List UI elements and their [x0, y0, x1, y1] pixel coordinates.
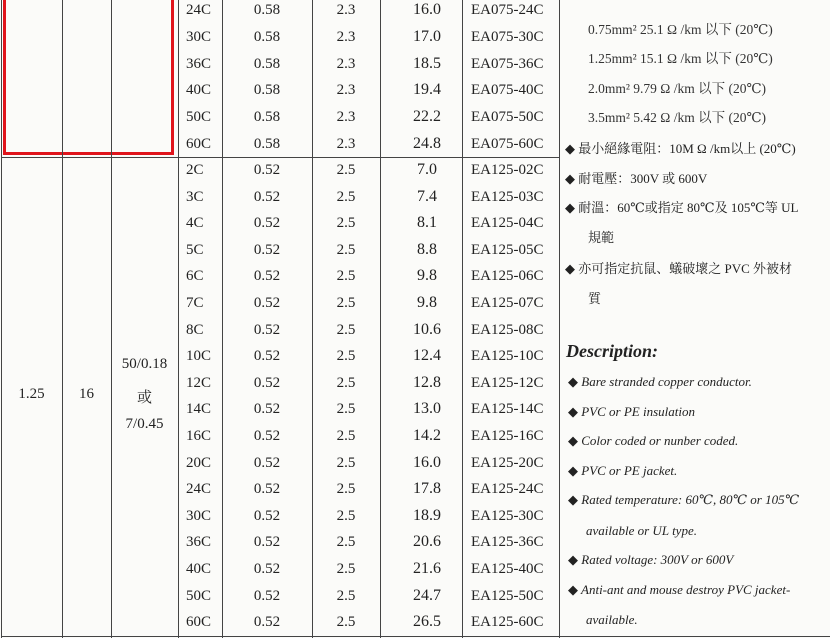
cell-weight: 24.8: [413, 135, 441, 152]
column-divider: [111, 0, 112, 638]
cell-insulation: 0.52: [253, 189, 281, 205]
cell-code: EA125-12C: [471, 375, 544, 391]
cell-code: EA125-30C: [471, 508, 544, 524]
cell-code: EA125-04C: [471, 215, 544, 231]
cell-cores: 36C: [186, 534, 212, 550]
cell-insulation: 0.52: [253, 375, 281, 391]
diamond-icon: ◆: [565, 171, 575, 186]
description-item: ◆ Rated voltage: 300V or 600V: [568, 552, 734, 567]
highlight-box: [3, 0, 174, 155]
cell-od: 2.5: [336, 162, 356, 178]
cell-code: EA125-03C: [471, 189, 544, 205]
column-divider: [62, 0, 63, 638]
diamond-icon: ◆: [568, 404, 578, 419]
cell-weight: 18.9: [413, 507, 441, 524]
cell-weight: 12.8: [413, 374, 441, 391]
spec-bullet: ◆ 亦可指定抗鼠、蟻破壞之 PVC 外被材: [565, 261, 793, 276]
cell-od: 2.5: [336, 295, 356, 311]
cell-od: 2.3: [336, 109, 356, 125]
cell-code: EA125-07C: [471, 295, 544, 311]
description-item: ◆ PVC or PE jacket.: [568, 463, 678, 478]
cell-code: EA125-50C: [471, 588, 544, 604]
cell-cores: 12C: [186, 375, 212, 391]
cell-code: EA075-40C: [471, 82, 544, 98]
description-heading: Description:: [566, 341, 658, 361]
cell-cores: 5C: [186, 242, 204, 258]
cell-insulation: 0.52: [253, 348, 281, 364]
cell-code: EA075-24C: [471, 2, 544, 18]
cell-insulation: 0.52: [253, 242, 281, 258]
cell-code: EA075-50C: [471, 109, 544, 125]
cell-weight: 18.5: [413, 55, 441, 72]
spec-bullet: ◆ 耐電壓：300V 或 600V: [565, 171, 708, 186]
cell-od: 2.5: [336, 561, 356, 577]
cell-od: 2.5: [336, 614, 356, 630]
cell-cores: 8C: [186, 322, 204, 338]
cell-weight: 8.8: [417, 241, 437, 258]
cell-cores: 24C: [186, 481, 212, 497]
cell-weight: 19.4: [413, 81, 441, 98]
cell-insulation: 0.52: [253, 162, 281, 178]
cell-code: EA075-36C: [471, 56, 544, 72]
cell-weight: 12.4: [413, 347, 441, 364]
cell-code: EA075-60C: [471, 136, 544, 152]
description-item: ◆ Color coded or nunber coded.: [568, 433, 739, 448]
cell-cores: 50C: [186, 588, 212, 604]
cell-code: EA125-02C: [471, 162, 544, 178]
column-divider: [178, 0, 179, 638]
diamond-icon: ◆: [568, 492, 578, 507]
column-divider: [380, 0, 381, 638]
cell-weight: 7.4: [417, 188, 437, 205]
cell-awg: 16: [79, 386, 94, 402]
cell-conductor-size: 1.25: [18, 386, 45, 402]
cell-insulation: 0.52: [253, 322, 281, 338]
cell-cores: 3C: [186, 189, 204, 205]
cell-cores: 40C: [186, 82, 212, 98]
table-border-bottom: [1, 636, 830, 637]
diamond-icon: ◆: [565, 141, 575, 156]
diamond-icon: ◆: [568, 582, 578, 597]
cell-weight: 13.0: [413, 400, 441, 417]
cell-weight: 7.0: [417, 161, 437, 178]
cell-weight: 16.0: [413, 454, 441, 471]
resistance-line: 1.25mm² 15.1 Ω /km 以下 (20℃): [588, 51, 773, 66]
cell-code: EA075-30C: [471, 29, 544, 45]
cell-insulation: 0.58: [253, 29, 281, 45]
cell-weight: 16.0: [413, 1, 441, 18]
cell-insulation: 0.52: [253, 614, 281, 630]
cell-weight: 22.2: [413, 108, 441, 125]
spec-bullet: ◆ 耐溫：60℃或指定 80℃及 105℃等 UL: [565, 200, 799, 215]
cell-od: 2.5: [336, 508, 356, 524]
cell-cores: 6C: [186, 268, 204, 284]
cell-od: 2.5: [336, 455, 356, 471]
cell-code: EA125-16C: [471, 428, 544, 444]
cell-code: EA125-14C: [471, 401, 544, 417]
description-item: ◆ Bare stranded copper conductor.: [568, 374, 752, 389]
cell-weight: 17.8: [413, 480, 441, 497]
cell-weight: 17.0: [413, 28, 441, 45]
cell-strand-2: 或: [136, 390, 152, 406]
cell-od: 2.5: [336, 268, 356, 284]
cell-weight: 14.2: [413, 427, 441, 444]
cell-insulation: 0.52: [253, 561, 281, 577]
cell-od: 2.5: [336, 534, 356, 550]
cell-weight: 26.5: [413, 613, 441, 630]
resistance-line: 0.75mm² 25.1 Ω /km 以下 (20℃): [588, 22, 773, 37]
cell-cores: 30C: [186, 508, 212, 524]
description-item-continuation: available or UL type.: [586, 523, 697, 538]
cell-insulation: 0.52: [253, 534, 281, 550]
cell-cores: 30C: [186, 29, 212, 45]
cell-code: EA125-05C: [471, 242, 544, 258]
cell-insulation: 0.52: [253, 481, 281, 497]
spec-bullet-continuation: 質: [588, 291, 602, 306]
cell-strand-1: 50/0.18: [121, 356, 168, 372]
table-border-left: [1, 0, 2, 638]
cell-od: 2.3: [336, 2, 356, 18]
cell-insulation: 0.52: [253, 295, 281, 311]
cell-weight: 10.6: [413, 321, 441, 338]
cell-code: EA125-20C: [471, 455, 544, 471]
cell-od: 2.5: [336, 242, 356, 258]
cell-code: EA125-40C: [471, 561, 544, 577]
diamond-icon: ◆: [568, 433, 578, 448]
cell-od: 2.5: [336, 215, 356, 231]
cell-od: 2.5: [336, 588, 356, 604]
description-item: ◆ PVC or PE insulation: [568, 404, 695, 419]
column-divider: [462, 0, 463, 638]
cell-code: EA125-06C: [471, 268, 544, 284]
cell-insulation: 0.52: [253, 401, 281, 417]
cell-od: 2.3: [336, 56, 356, 72]
cell-weight: 21.6: [413, 560, 441, 577]
diamond-icon: ◆: [565, 261, 575, 276]
cell-code: EA125-60C: [471, 614, 544, 630]
cell-weight: 24.7: [413, 587, 441, 604]
cell-insulation: 0.58: [253, 109, 281, 125]
cell-weight: 9.8: [417, 267, 437, 284]
description-item-continuation: available.: [586, 612, 638, 627]
spec-bullet-continuation: 規範: [588, 230, 615, 245]
diamond-icon: ◆: [568, 463, 578, 478]
cell-insulation: 0.52: [253, 588, 281, 604]
diamond-icon: ◆: [565, 200, 575, 215]
description-item: ◆ Anti-ant and mouse destroy PVC jacket-: [568, 582, 791, 597]
cell-od: 2.5: [336, 189, 356, 205]
cell-weight: 20.6: [413, 533, 441, 550]
cell-code: EA125-36C: [471, 534, 544, 550]
cell-cores: 20C: [186, 455, 212, 471]
cell-insulation: 0.58: [253, 82, 281, 98]
cell-od: 2.5: [336, 481, 356, 497]
cell-cores: 24C: [186, 2, 212, 18]
cell-cores: 60C: [186, 136, 212, 152]
cell-insulation: 0.52: [253, 268, 281, 284]
cell-cores: 40C: [186, 561, 212, 577]
cell-cores: 14C: [186, 401, 212, 417]
description-item: ◆ Rated temperature: 60℃, 80℃ or 105℃: [568, 492, 800, 507]
diamond-icon: ◆: [568, 374, 578, 389]
cell-cores: 10C: [186, 348, 212, 364]
cell-insulation: 0.52: [253, 508, 281, 524]
cell-insulation: 0.58: [253, 136, 281, 152]
cell-cores: 16C: [186, 428, 212, 444]
cell-weight: 8.1: [417, 214, 437, 231]
cell-od: 2.3: [336, 136, 356, 152]
cell-weight: 9.8: [417, 294, 437, 311]
diamond-icon: ◆: [568, 552, 578, 567]
cell-od: 2.5: [336, 375, 356, 391]
cell-code: EA125-10C: [471, 348, 544, 364]
cell-insulation: 0.58: [253, 2, 281, 18]
cell-cores: 50C: [186, 109, 212, 125]
spec-bullet: ◆ 最小絕緣電阻：10M Ω /km以上 (20℃): [565, 141, 796, 156]
cell-insulation: 0.52: [253, 455, 281, 471]
resistance-line: 3.5mm² 5.42 Ω /km 以下 (20℃): [588, 110, 767, 125]
cell-insulation: 0.52: [253, 428, 281, 444]
cell-insulation: 0.58: [253, 56, 281, 72]
cell-insulation: 0.52: [253, 215, 281, 231]
cell-cores: 2C: [186, 162, 204, 178]
cell-od: 2.5: [336, 322, 356, 338]
cell-od: 2.5: [336, 348, 356, 364]
cell-cores: 60C: [186, 614, 212, 630]
cell-code: EA125-08C: [471, 322, 544, 338]
cell-od: 2.5: [336, 401, 356, 417]
resistance-line: 2.0mm² 9.79 Ω /km 以下 (20℃): [588, 81, 767, 96]
cell-od: 2.5: [336, 428, 356, 444]
cell-cores: 4C: [186, 215, 204, 231]
cell-od: 2.3: [336, 82, 356, 98]
cell-cores: 7C: [186, 295, 204, 311]
cell-code: EA125-24C: [471, 481, 544, 497]
cell-cores: 36C: [186, 56, 212, 72]
cell-od: 2.3: [336, 29, 356, 45]
cell-strand-3: 7/0.45: [125, 416, 164, 432]
